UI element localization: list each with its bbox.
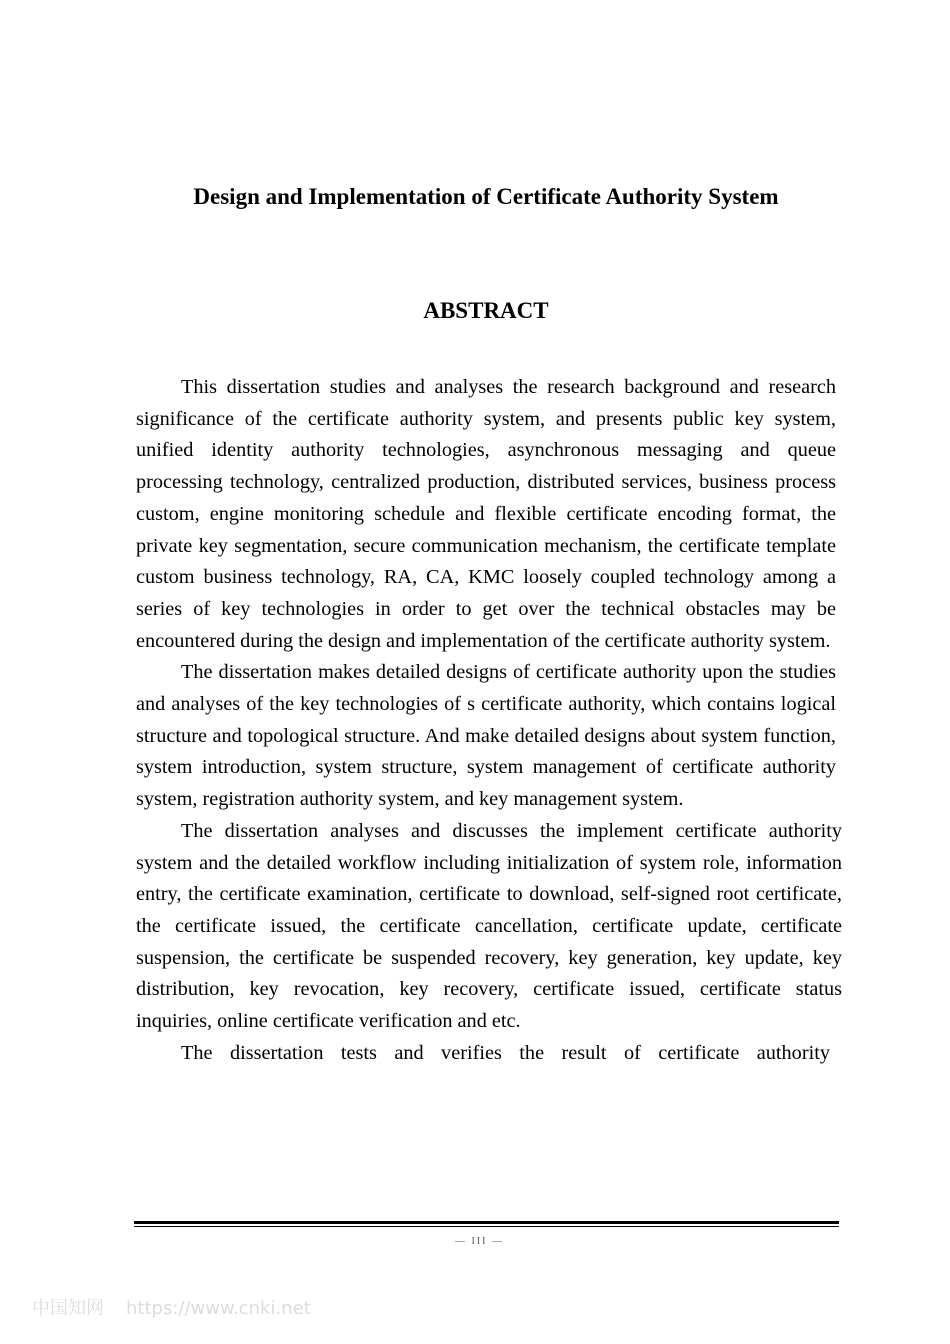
abstract-paragraph-3: The dissertation analyses and discusses the implement certificate authority system and the detailed workflow including initialization of system role, information entry, the certificate examination, certificate to download, self-signed root certificate, the certificate issued, the certificate cancellation, certificate update, certificate suspension, the certificate be suspended recovery, key generation, key update, key distribution, key revocation, key recovery, certificate issued, certificate status inquiries, online certificate verification and etc.: [136, 819, 842, 1033]
footer-rule-thin: [134, 1226, 839, 1227]
abstract-paragraph-2: The dissertation makes detailed designs of certificate authority upon the studies and analyses of the key technologies of s certificate authority, which contains logical structure and topological structure. And make detailed designs about system function, system introduction, system structure, system management of certificate authority system, registration authority system, and key management system.: [136, 661, 836, 811]
footer-rule-thick: [134, 1221, 839, 1224]
page-number: — III —: [455, 1236, 504, 1244]
abstract-paragraph-4: The dissertation tests and verifies the result of certificate authority: [181, 1041, 830, 1064]
abstract-body: [136, 372, 842, 1069]
paper-title: Design and Implementation of Certificate Authority System: [193, 184, 779, 209]
abstract-heading: ABSTRACT: [423, 298, 549, 323]
watermark-url: https://www.cnki.net: [126, 1298, 311, 1319]
cnki-watermark: [32, 1294, 311, 1320]
watermark-site-name: 中国知网: [32, 1298, 104, 1319]
abstract-paragraph-1: This dissertation studies and analyses the research background and research significance of the certificate authority system, and presents public key system, unified identity authority technologies, asynchronous messaging and queue processing technology, centralized production, distributed services, business process custom, engine monitoring schedule and flexible certificate encoding format, the private key segmentation, secure communication mechanism, the certificate template custom business technology, RA, CA, KMC loosely coupled technology among a series of key technologies in order to get over the technical obstacles may be encountered during the design and implementation of the certificate authority system.: [136, 376, 836, 652]
